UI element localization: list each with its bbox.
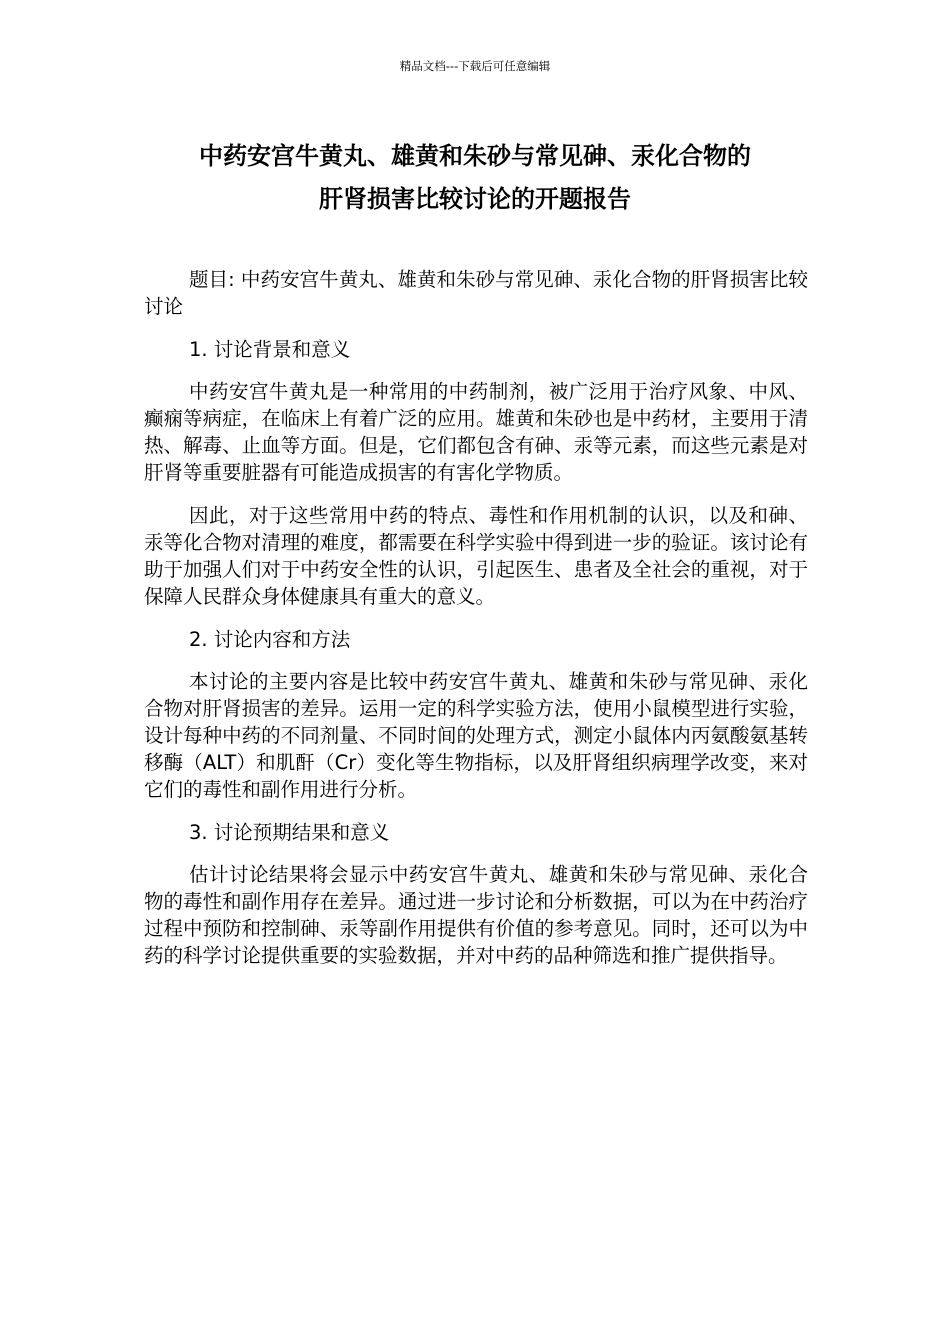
topic-paragraph: 题目: 中药安宫牛黄丸、雄黄和朱砂与常见砷、汞化合物的肝肾损害比较讨论	[144, 268, 808, 318]
section-1-paragraph-1: 中药安宫牛黄丸是一种常用的中药制剂，被广泛用于治疗风象、中风、癫痫等病症，在临床上有着广泛的应用。雄黄和朱砂也是中药材，主要用于清热、解毒、止血等方面。但是，它们都包含有砷、汞等元素，而这些元素是对肝肾等重要脏器有可能造成损害的有害化学物质。	[144, 380, 808, 484]
section-3-heading: 3. 讨论预期结果和意义	[189, 821, 390, 844]
title-line-2: 肝肾损害比较讨论的开题报告	[319, 185, 631, 213]
document-title	[100, 135, 850, 221]
section-1-paragraph-2: 因此，对于这些常用中药的特点、毒性和作用机制的认识，以及和砷、汞等化合物对清理的难度，都需要在科学实验中得到进一步的验证。该讨论有助于加强人们对于中药安全性的认识，引起医生、患者及全社会的重视，对于保障人民群众身体健康具有重大的意义。	[144, 504, 808, 608]
page-header: 精品文档---下载后可任意编辑	[399, 59, 551, 73]
title-line-1: 中药安宫牛黄丸、雄黄和朱砂与常见砷、汞化合物的	[199, 142, 751, 170]
section-2-paragraph-1: 本讨论的主要内容是比较中药安宫牛黄丸、雄黄和朱砂与常见砷、汞化合物对肝肾损害的差异。运用一定的科学实验方法，使用小鼠模型进行实验，设计每种中药的不同剂量、不同时间的处理方式，测定小鼠体内丙氨酸氨基转移酶（ALT）和肌酐（Cr）变化等生物指标，以及肝肾组织病理学改变，来对它们的毒性和副作用进行分析。	[144, 670, 808, 801]
document-body	[144, 266, 808, 985]
section-3-paragraph-1: 估计讨论结果将会显示中药安宫牛黄丸、雄黄和朱砂与常见砷、汞化合物的毒性和副作用存在差异。通过进一步讨论和分析数据，可以为在中药治疗过程中预防和控制砷、汞等副作用提供有价值的参考意见。同时，还可以为中药的科学讨论提供重要的实验数据，并对中药的品种筛选和推广提供指导。	[144, 863, 808, 967]
section-1-heading: 1. 讨论背景和意义	[189, 338, 351, 361]
section-2-heading: 2. 讨论内容和方法	[189, 628, 351, 651]
